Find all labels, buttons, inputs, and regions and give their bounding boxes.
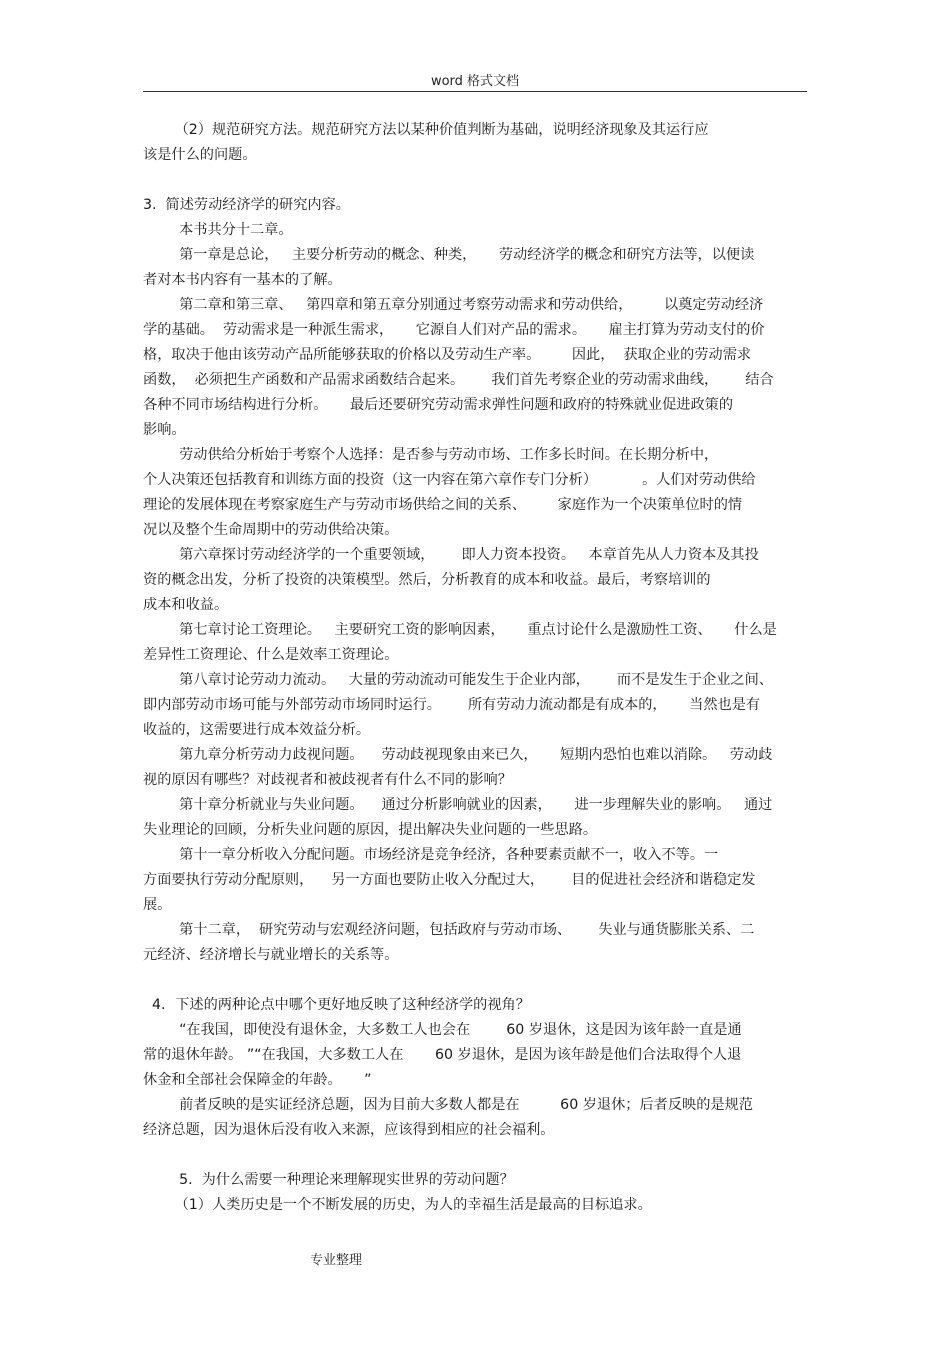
text-line: 学的基础。 劳动需求是一种派生需求， 它源自人们对产品的需求。 雇主打算为劳动支付的价 <box>143 322 765 338</box>
text-line: 第七章讨论工资理论。 主要研究工资的影响因素， 重点讨论什么是激励性工资、 什么是 <box>143 622 777 638</box>
text-line: 前者反映的是实证经济总题，因为目前大多数人都是在 60 岁退休；后者反映的是规范 <box>143 1097 753 1113</box>
text-line: 展。 <box>143 897 172 913</box>
text-line: 各种不同市场结构进行分析。 最后还要研究劳动需求弹性问题和政府的特殊就业促进政策的 <box>143 397 734 413</box>
text-line: 第二章和第三章、 第四章和第五章分别通过考察劳动需求和劳动供给， 以奠定劳动经济 <box>143 297 764 313</box>
text-line: 常的退休年龄。 ”“在我国，大多数工人在 60 岁退休，是因为该年龄是他们合法取得个人退 <box>143 1047 742 1063</box>
blank-line <box>143 1143 807 1168</box>
text-line: 况以及整个生命周期中的劳动供给决策。 <box>143 522 399 538</box>
text-line: 理论的发展体现在考察家庭生产与劳动市场供给之间的关系、 家庭作为一个决策单位时的情 <box>143 497 743 513</box>
text-line: 第十二章， 研究劳动与宏观经济问题，包括政府与劳动市场、 失业与通货膨胀关系、二 <box>143 922 755 938</box>
text-line: 函数， 必须把生产函数和产品需求函数结合起来。 我们首先考察企业的劳动需求曲线， 结合 <box>143 372 774 388</box>
blank-line <box>143 168 807 193</box>
text-line: 劳动供给分析始于考察个人选择：是否参与劳动市场、工作多长时间。在长期分析中， <box>143 447 719 463</box>
text-line: 经济总题，因为退休后没有收入来源，应该得到相应的社会福利。 <box>143 1122 555 1138</box>
header-divider <box>143 91 807 92</box>
text-line: “在我国，即使没有退休金，大多数工人也会在 60 岁退休，这是因为该年龄一直是通 <box>143 1022 742 1038</box>
document-body <box>143 118 807 1218</box>
text-line: 第十一章分析收入分配问题。市场经济是竞争经济，各种要素贡献不一，收入不等。一 <box>143 847 719 863</box>
text-line: 第六章探讨劳动经济学的一个重要领域， 即人力资本投资。 本章首先从人力资本及其投 <box>143 547 759 563</box>
text-line: 影响。 <box>143 422 186 438</box>
text-line: 3. 简述劳动经济学的研究内容。 <box>143 197 350 213</box>
text-line: 本书共分十二章。 <box>143 222 293 238</box>
text-line: 第一章是总论， 主要分析劳动的概念、种类， 劳动经济学的概念和研究方法等，以便读 <box>143 247 755 263</box>
text-line: 第十章分析就业与失业问题。 通过分析影响就业的因素， 进一步理解失业的影响。 通过 <box>143 797 773 813</box>
text-line: 元经济、经济增长与就业增长的关系等。 <box>143 947 399 963</box>
text-line: 4．下述的两种论点中哪个更好地反映了这种经济学的视角？ <box>143 997 530 1013</box>
text-line: 方面要执行劳动分配原则， 另一方面也要防止收入分配过大， 目的促进社会经济和谐稳定发 <box>143 872 756 888</box>
text-line: 成本和收益。 <box>143 597 229 613</box>
text-line: 即内部劳动市场可能与外部劳动市场同时运行。 所有劳动力流动都是有成本的， 当然也是有 <box>143 697 761 713</box>
text-line: 第八章讨论劳动力流动。 大量的劳动流动可能发生于企业内部， 而不是发生于企业之间、 <box>143 672 773 688</box>
text-line: 差异性工资理论、什么是效率工资理论。 <box>143 647 399 663</box>
text-line: 视的原因有哪些？对歧视者和被歧视者有什么不同的影响？ <box>143 772 512 788</box>
text-line: 者对本书内容有一基本的了解。 <box>143 272 342 288</box>
text-line: 格，取决于他由该劳动产品所能够获取的价格以及劳动生产率。 因此， 获取企业的劳动需求 <box>143 347 752 363</box>
text-line: （1）人类历史是一个不断发展的历史，为人的幸福生活是最高的目标追求。 <box>143 1197 652 1213</box>
text-line: 5. 为什么需要一种理论来理解现实世界的劳动问题？ <box>143 1172 514 1188</box>
blank-line <box>143 968 807 993</box>
text-line: 个人决策还包括教育和训练方面的投资（这一内容在第六章作专门分析） 。人们对劳动供给 <box>143 472 756 488</box>
text-line: （2）规范研究方法。规范研究方法以某种价值判断为基础，说明经济现象及其运行应 <box>143 122 709 138</box>
text-line: 收益的，这需要进行成本效益分析。 <box>143 722 371 738</box>
text-line: 第九章分析劳动力歧视问题。 劳动歧视现象由来已久， 短期内恐怕也难以消除。 劳动歧 <box>143 747 773 763</box>
page-header: word 格式文档 <box>430 74 520 89</box>
text-line: 休金和全部社会保障金的年龄。 ” <box>143 1072 372 1088</box>
text-line: 该是什么的问题。 <box>143 147 257 163</box>
page-footer: 专业整理 <box>310 1253 363 1268</box>
text-line: 失业理论的回顾，分析失业问题的原因，提出解决失业问题的一些思路。 <box>143 822 598 838</box>
text-line: 资的概念出发，分析了投资的决策模型。然后，分析教育的成本和收益。最后，考察培训的 <box>143 572 711 588</box>
